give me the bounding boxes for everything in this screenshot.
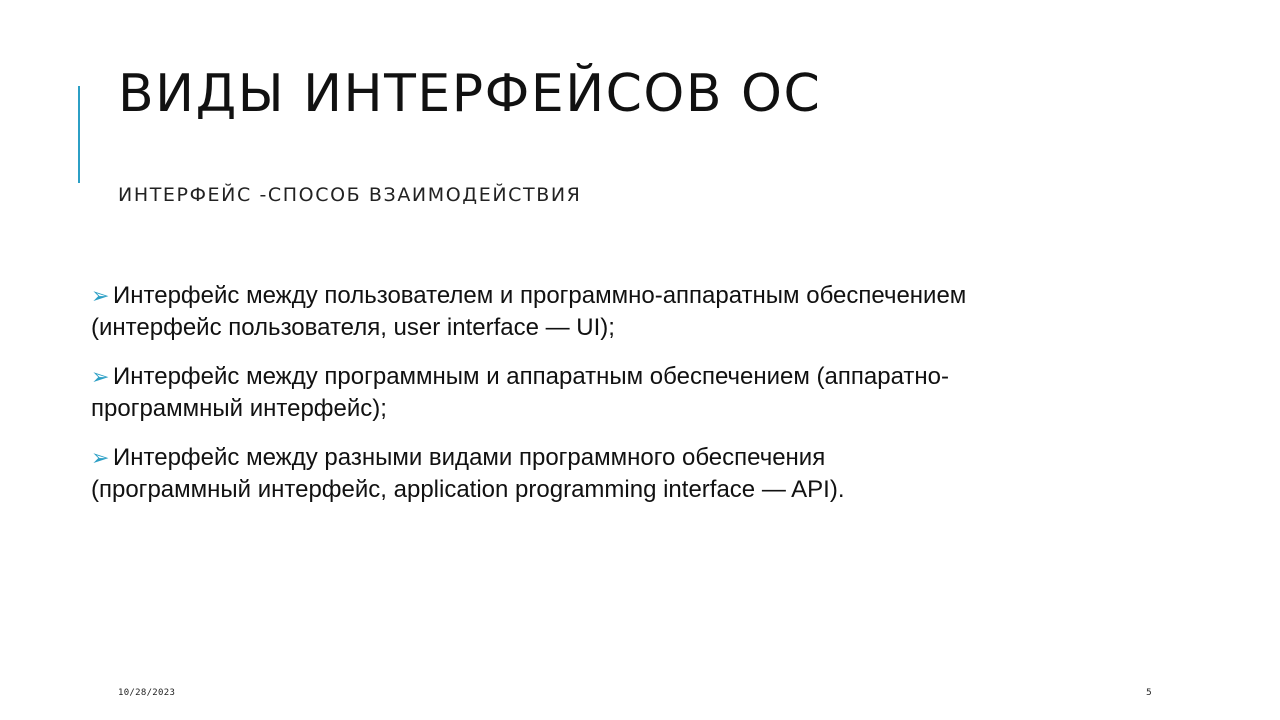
bullet-text-line1: Интерфейс между разными видами программного обеспечения	[113, 444, 826, 471]
bullet-item	[80, 442, 1100, 506]
bullet-list	[80, 280, 1100, 523]
arrowhead-icon: ➢	[91, 364, 110, 389]
slide-number: 5	[1146, 688, 1152, 698]
bullet-item	[80, 280, 1100, 344]
bullet-text-line2: (программный интерфейс, application programming interface — API).	[91, 476, 845, 503]
arrowhead-icon: ➢	[91, 283, 110, 308]
bullet-text-line2: программный интерфейс);	[91, 395, 387, 422]
bullet-text-line2: (интерфейс пользователя, user interface — UI);	[91, 314, 615, 341]
arrowhead-icon: ➢	[91, 445, 110, 470]
title-accent-bar	[78, 86, 80, 183]
bullet-item	[80, 361, 1100, 425]
footer-date: 10/28/2023	[118, 688, 176, 698]
bullet-text-line1: Интерфейс между программным и аппаратным обеспечением (аппаратно-	[113, 363, 949, 390]
slide-title: ВИДЫ ИНТЕРФЕЙСОВ ОС	[118, 64, 822, 124]
bullet-text-line1: Интерфейс между пользователем и программно-аппаратным обеспечением	[113, 282, 967, 309]
slide-subtitle: ИНТЕРФЕЙС -СПОСОБ ВЗАИМОДЕЙСТВИЯ	[118, 184, 582, 206]
